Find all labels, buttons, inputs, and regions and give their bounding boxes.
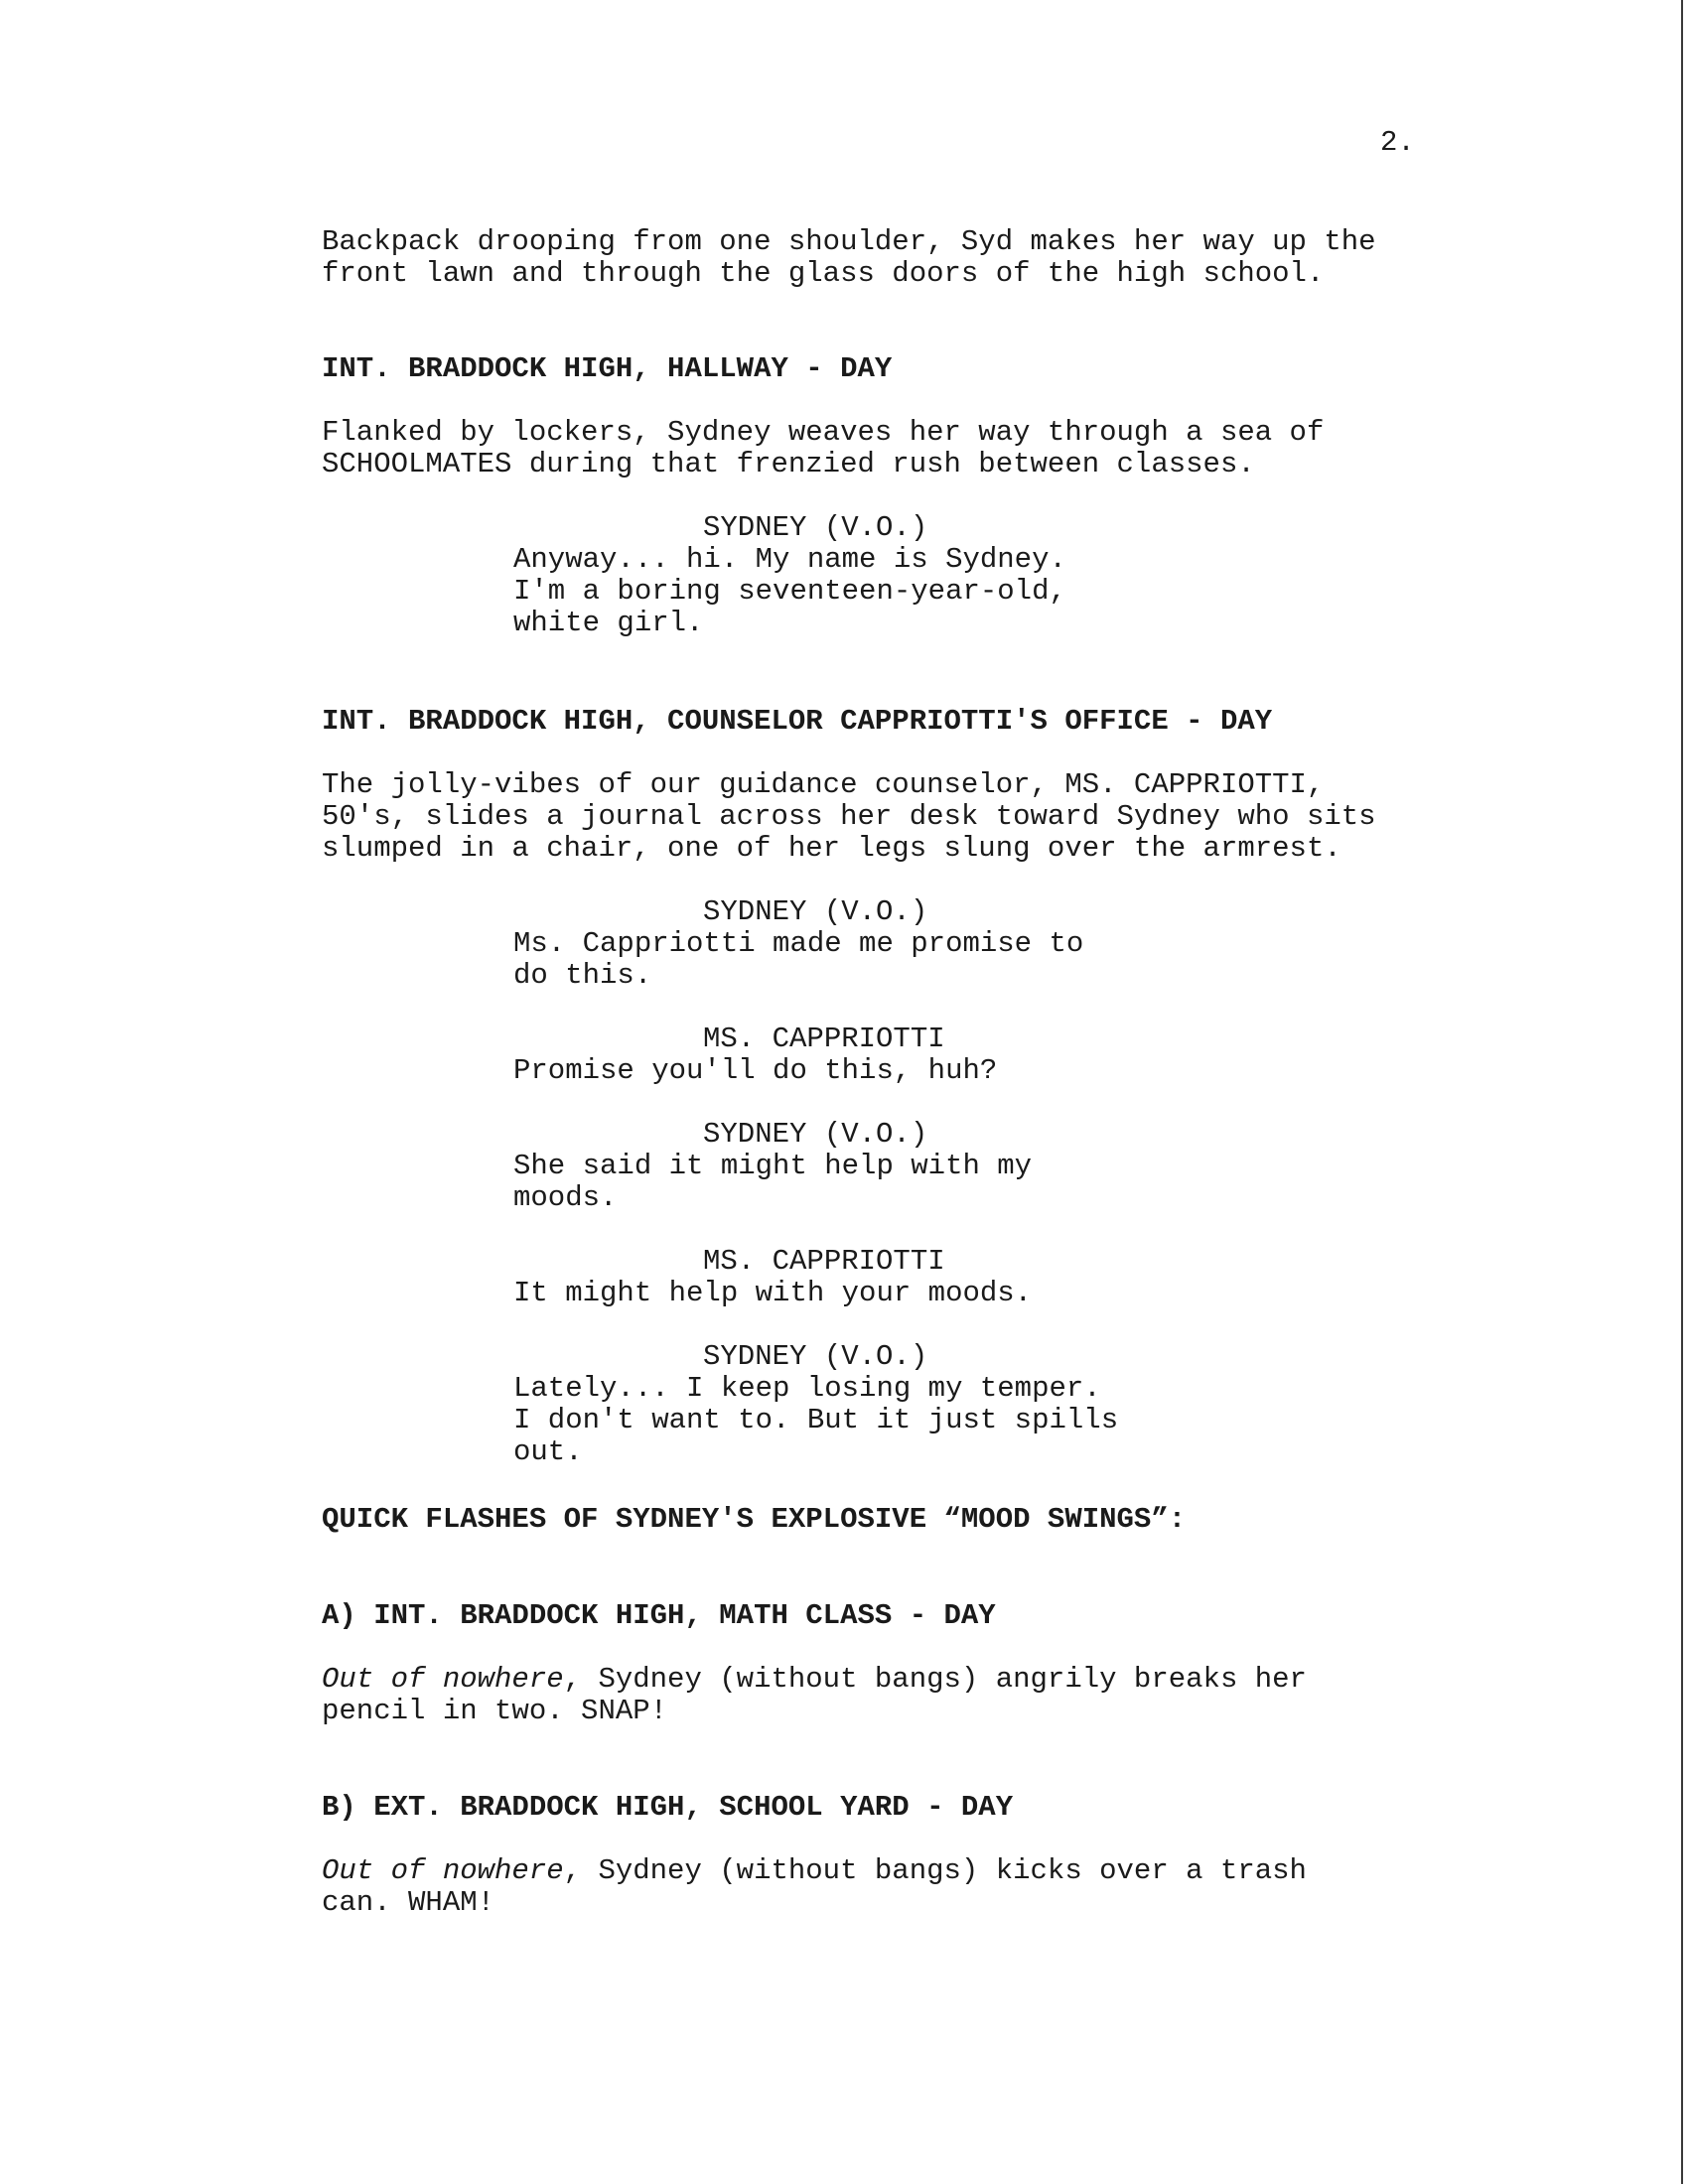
dialogue-line: I don't want to. But it just spills xyxy=(513,1404,1119,1436)
action-line: 50's, slides a journal across her desk toward Sydney who sits xyxy=(322,800,1376,833)
scene-heading-hallway: INT. BRADDOCK HIGH, HALLWAY - DAY xyxy=(322,352,893,385)
dialogue-line: Ms. Cappriotti made me promise to xyxy=(513,927,1084,960)
italic-phrase: Out of nowhere xyxy=(322,1663,564,1696)
action-paragraph xyxy=(322,226,1376,290)
dialogue-line: She said it might help with my xyxy=(513,1150,1033,1182)
dialogue-line: Promise you'll do this, huh? xyxy=(513,1054,998,1087)
action-paragraph xyxy=(322,769,1376,865)
action-line-rest: , Sydney (without bangs) angrily breaks her xyxy=(563,1663,1307,1696)
flashes-heading: QUICK FLASHES OF SYDNEY'S EXPLOSIVE “MOOD SWINGS”: xyxy=(322,1503,1187,1536)
action-line: Flanked by lockers, Sydney weaves her way through a sea of xyxy=(322,416,1325,449)
dialogue-line: Lately... I keep losing my temper. xyxy=(513,1372,1101,1405)
action-line-rest: , Sydney (without bangs) kicks over a trash xyxy=(563,1854,1307,1887)
scene-heading-counselor-office: INT. BRADDOCK HIGH, COUNSELOR CAPPRIOTTI'S OFFICE - DAY xyxy=(322,705,1273,738)
dialogue-line: out. xyxy=(513,1435,583,1468)
action-line: SCHOOLMATES during that frenzied rush between classes. xyxy=(322,448,1255,480)
dialogue-block xyxy=(513,544,1066,639)
italic-phrase: Out of nowhere xyxy=(322,1854,564,1887)
dialogue-block xyxy=(513,1373,1118,1468)
character-cue: SYDNEY (V.O.) xyxy=(703,1118,928,1151)
page-number: 2. xyxy=(1380,126,1415,159)
dialogue-line: It might help with your moods. xyxy=(513,1277,1033,1309)
dialogue-block xyxy=(513,1278,1032,1309)
character-cue: SYDNEY (V.O.) xyxy=(703,895,928,928)
character-cue: SYDNEY (V.O.) xyxy=(703,1340,928,1373)
page-edge-line xyxy=(1681,0,1683,2184)
action-line: slumped in a chair, one of her legs slung over the armrest. xyxy=(322,832,1341,865)
dialogue-line: moods. xyxy=(513,1181,618,1214)
character-cue: MS. CAPPRIOTTI xyxy=(703,1245,945,1278)
action-paragraph xyxy=(322,417,1324,480)
action-line: Backpack drooping from one shoulder, Syd makes her way up the xyxy=(322,225,1376,258)
scene-heading-school-yard: B) EXT. BRADDOCK HIGH, SCHOOL YARD - DAY xyxy=(322,1791,1014,1824)
action-line: front lawn and through the glass doors of the high school. xyxy=(322,257,1325,290)
dialogue-block xyxy=(513,928,1083,992)
action-paragraph xyxy=(322,1664,1307,1727)
character-cue: MS. CAPPRIOTTI xyxy=(703,1023,945,1055)
dialogue-line: white girl. xyxy=(513,607,704,639)
action-line: pencil in two. SNAP! xyxy=(322,1695,668,1727)
scene-heading-math-class: A) INT. BRADDOCK HIGH, MATH CLASS - DAY xyxy=(322,1599,996,1632)
dialogue-block xyxy=(513,1055,997,1087)
dialogue-line: do this. xyxy=(513,959,652,992)
action-line: can. WHAM! xyxy=(322,1886,495,1919)
action-line: The jolly-vibes of our guidance counselor, MS. CAPPRIOTTI, xyxy=(322,768,1325,801)
action-paragraph xyxy=(322,1855,1307,1919)
dialogue-line: Anyway... hi. My name is Sydney. xyxy=(513,543,1066,576)
dialogue-block xyxy=(513,1151,1032,1214)
dialogue-line: I'm a boring seventeen-year-old, xyxy=(513,575,1066,608)
character-cue: SYDNEY (V.O.) xyxy=(703,511,928,544)
